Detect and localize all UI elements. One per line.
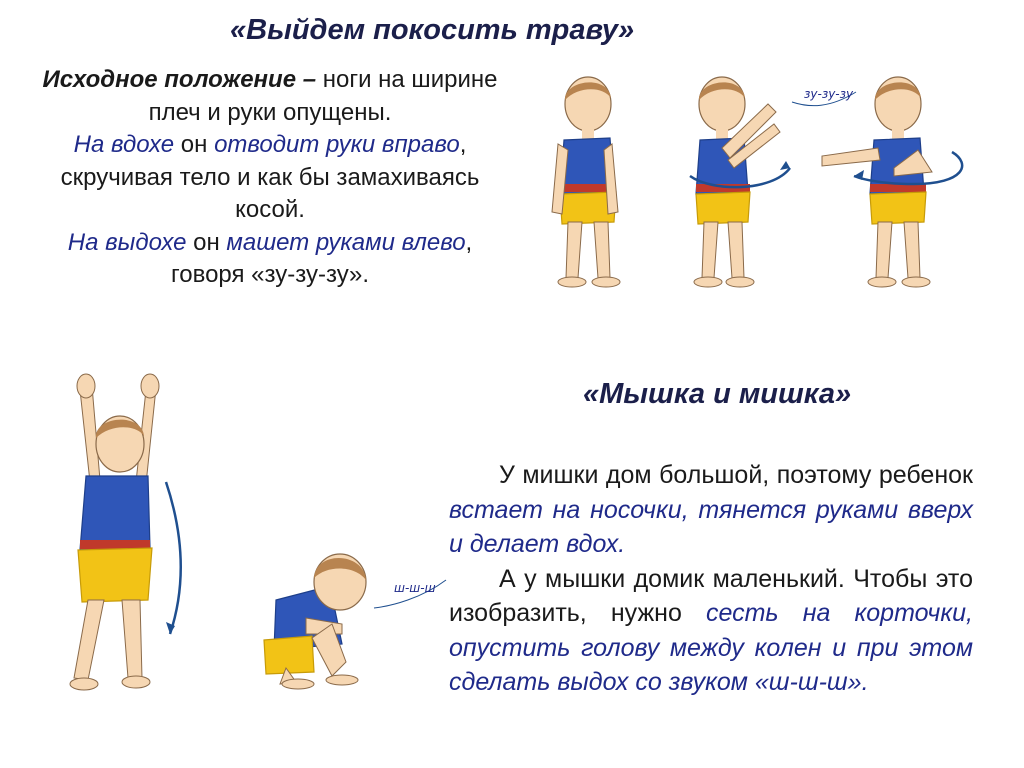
start-position-text: ноги на ширине плеч и руки опущены. <box>148 66 498 126</box>
exercise-title-mow-grass: «Выйдем покосить траву» <box>230 14 635 46</box>
bear-action: встает на носочки, тянется руками вверх и делает вдох. <box>449 495 973 558</box>
inhale-label: На вдохе <box>73 131 175 158</box>
boy-swing-right-illustration <box>682 72 802 294</box>
mouse-bear-description <box>449 458 973 700</box>
boy-crouching-illustration <box>256 542 396 692</box>
mouse-paragraph <box>449 562 973 700</box>
mow-grass-description <box>30 64 510 292</box>
boy-stretch-up-illustration <box>62 372 192 698</box>
exhale-label: На выдохе <box>67 228 187 256</box>
bear-text: У мишки дом большой, поэтому ребенок <box>499 461 973 489</box>
boy-standing-illustration <box>548 72 638 294</box>
text-fragment: он <box>174 131 215 158</box>
text-fragment: он <box>186 228 227 256</box>
exercise-title-mouse-and-bear: «Мышка и мишка» <box>583 378 852 410</box>
start-position-label: Исходное положение – <box>42 66 317 93</box>
exhale-text: , говоря «зу-зу-зу». <box>171 228 473 288</box>
inhale-action: отводит руки вправо <box>214 131 460 158</box>
exhale-action: машет руками влево <box>226 228 466 256</box>
bear-paragraph <box>449 458 973 562</box>
mouse-text: А у мышки домик маленький. Чтобы это изобразить, нужно <box>449 564 973 627</box>
boy-swing-left-illustration <box>814 72 974 294</box>
sh-sh-sh-label <box>372 574 452 614</box>
inhale-text: , скручивая тело и как бы замахиваясь косой. <box>60 131 480 223</box>
zu-zu-zu-text: зу-зу-зу <box>804 87 854 101</box>
sh-sh-sh-text: ш-ш-ш <box>394 581 436 595</box>
mouse-action: сесть на корточки, опустить голову между колен и при этом сделать выдох со звуком «ш-ш-ш». <box>449 599 973 696</box>
